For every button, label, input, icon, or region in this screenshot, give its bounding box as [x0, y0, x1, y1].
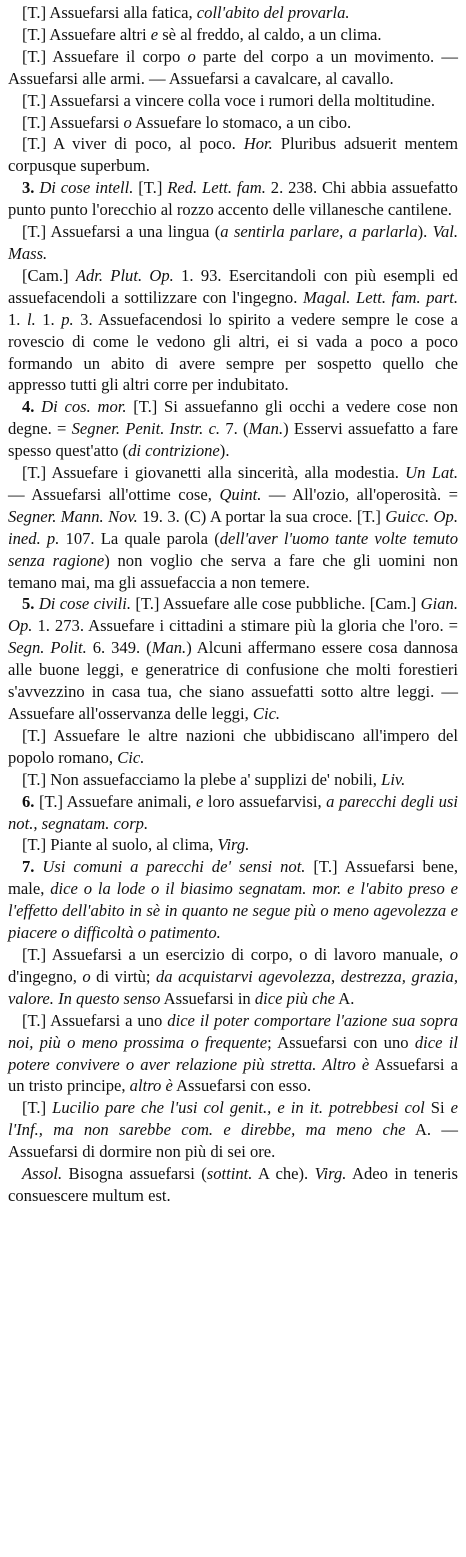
italic-text: Adr. Plut. Op. [75, 265, 174, 285]
entry-text: 1. 93. Esercitandoli con più esempli ed assuefacendoli a sottilizzare con l'ingegno. [8, 265, 458, 307]
entry-text: 19. 3. (C) A portar la sua croce. [T.] [137, 506, 386, 526]
entry-paragraph [8, 265, 458, 396]
entry-text: Bisogna assuefarsi ( [62, 1164, 207, 1184]
entry-text: Assuefarsi a un tristo principe, [8, 1054, 458, 1096]
italic-text: Segner. Mann. Nov. [8, 506, 138, 526]
italic-text: Gian. Op. [8, 594, 458, 636]
entry-text: parte del corpo a un movimento. — Assuefarsi alle armi. — Assuefarsi a cavalcare, al cavallo. [8, 46, 458, 88]
italic-text: Guicc. Op. ined. p. [8, 506, 458, 548]
entry-paragraph [8, 1163, 458, 1207]
italic-text: dice più che [254, 988, 336, 1008]
entry-text: — All'ozio, all'operosità. = [261, 484, 458, 504]
italic-text: Lucilio pare che l'usi col genit., e in it. potrebbesi col [52, 1098, 425, 1118]
entry-text: ) non voglio che serva a fare che gli uomini non temano mai, ma gli assuefaccia a non temere. [8, 550, 458, 592]
entry-text: [T.] Assuefarsi a vincere colla voce i rumori della moltitudine. [22, 90, 436, 110]
entry-paragraph [8, 791, 458, 835]
italic-text: Usi comuni a parecchi de' sensi not. [42, 857, 306, 877]
entry-text: [T.] Assuefarsi a uno [22, 1010, 168, 1030]
entry-paragraph [8, 834, 458, 856]
entry-text: — Assuefarsi all'ottime cose, [8, 484, 220, 504]
entry-text: Assuefare lo stomaco, a un cibo. [131, 112, 352, 132]
entry-paragraph [8, 944, 458, 1010]
section-number: 6. [22, 791, 39, 811]
entry-text: [T.] A viver di poco, al poco. [22, 134, 244, 154]
italic-text: Man. [151, 638, 187, 658]
italic-text: o [123, 112, 132, 132]
entry-text: Si [424, 1098, 451, 1118]
entry-paragraph [8, 221, 458, 265]
entry-paragraph [8, 2, 458, 24]
italic-text: Un Lat. [405, 463, 458, 483]
entry-text: ). [219, 441, 230, 461]
italic-text: altro è [129, 1076, 173, 1096]
entry-text: [T.] Assuefare alle cose pubbliche. [Cam.] [130, 594, 421, 614]
entry-text: Adeo in teneris consuescere multum est. [8, 1164, 458, 1205]
entry-paragraph [8, 593, 458, 724]
italic-text: e [150, 24, 159, 44]
entry-text: [T.] Piante al suolo, al clima, [22, 835, 218, 855]
entry-text: 2. 238. Chi abbia assuefatto punto punto l'orecchio al rozzo accento delle villanesche cantilene. [8, 178, 458, 220]
italic-text: Di cos. mor. [41, 397, 127, 417]
italic-text: Di cose intell. [39, 178, 134, 198]
italic-text: rla. [326, 3, 350, 22]
entry-text: [T.] Si assuefanno gli occhi a vedere cose non degne. = [8, 397, 458, 439]
entry-text: Assuefarsi con esso. [172, 1076, 312, 1096]
italic-text: di contrizione [128, 441, 220, 461]
italic-text: Val. Mass. [8, 222, 459, 263]
entry-text: 1. [8, 309, 27, 329]
italic-text: e l'Inf., ma non sarebbe com. e direbbe, ma meno che [8, 1098, 458, 1140]
entry-paragraph [8, 177, 458, 221]
entry-text: [T.] Assuefarsi bene, male, [8, 857, 458, 899]
italic-text: Liv. [381, 769, 406, 789]
entry-text: [T.] Assuefare altri [22, 24, 151, 44]
italic-text: l. [26, 309, 36, 329]
entry-paragraph [8, 1097, 458, 1163]
entry-paragraph [8, 112, 458, 134]
section-number: 3. [22, 178, 40, 198]
italic-text: Di cose civili. [38, 594, 131, 614]
entry-text: 107. La quale parola ( [59, 528, 220, 548]
italic-text: Quint. [219, 484, 262, 504]
entry-text: A. [335, 988, 355, 1008]
italic-text: o [82, 966, 91, 986]
entry-text: d'ingegno, [8, 966, 83, 986]
italic-text: Virg. [314, 1164, 347, 1184]
section-number: 5. [22, 594, 39, 614]
entry-text: [Cam.] [22, 265, 76, 285]
italic-text: Virg. [217, 835, 250, 855]
entry-paragraph [8, 90, 458, 112]
entry-text: di virtù; [90, 966, 156, 986]
entry-text: loro assuefarvisi, [203, 791, 327, 811]
italic-text: Segn. Polit. [8, 638, 87, 658]
italic-text: Magal. Lett. fam. part. [302, 287, 459, 307]
italic-text: da acquistarvi agevolezza, destrezza, grazia, valore. In questo senso [8, 966, 459, 1008]
entry-text: ) Alcuni affermano essere cosa dannosa alle buone leggi, e generatrice di confusione che molti forestieri s'avvezzino in casa tua, che siano assuefatti sotto altre leggi. — Assuefare all'osservanza delle leggi, [8, 638, 458, 723]
entry-text: A. — Assuefarsi di dormire non più di sei ore. [8, 1120, 458, 1162]
entry-text: Pluribus adsuerit mentem corpusque superbum. [8, 134, 458, 176]
entry-paragraph [8, 1010, 458, 1098]
entry-text: [T.] Assuefare i giovanetti alla sincerità, alla modestia. [22, 463, 406, 483]
entry-paragraph [8, 856, 458, 944]
entry-text: [T.] Assuefare animali, [38, 791, 196, 811]
entry-text: [T.] [133, 178, 168, 198]
italic-text: coll'abito del prova [196, 3, 326, 22]
italic-text: Hor. [243, 134, 273, 154]
entry-text: [T.] Assuefarsi a un esercizio di corpo, o di lavoro manuale, [22, 944, 450, 964]
entry-paragraph [8, 769, 458, 791]
italic-text: Red. Lett. fam. [167, 178, 266, 198]
italic-text: Cic. [252, 704, 281, 723]
italic-text: Segner. Penit. Instr. c. [71, 419, 221, 439]
italic-text: dell'aver l'uomo tante volte temuto senza ragione [8, 528, 459, 570]
entry-text: ) Esservi assuefatto a fare spesso quest'atto ( [8, 419, 458, 461]
entry-text: sè al freddo, al caldo, a un clima. [158, 24, 382, 44]
entry-paragraph [8, 24, 458, 46]
italic-text: sottint. [206, 1164, 253, 1184]
entry-paragraph [8, 396, 458, 462]
entry-paragraph [8, 133, 458, 177]
entry-text: 7. ( [220, 419, 249, 439]
section-number: 7. [22, 857, 43, 877]
entry-text: 3. Assuefacendosi lo spirito a vedere sempre le cose a rovescio di come le vedono gli altri, ei si vada a poco a poco formando un abito di avere sempre per sospetto quello che appresso tutti gli altri corre per indubitato. [8, 309, 459, 395]
italic-text: Cic. [117, 747, 145, 767]
entry-paragraph [8, 725, 458, 769]
italic-text: o [187, 46, 196, 66]
italic-text: dice il poter comportare l'azione sua sopra noi, più o meno prossima o frequente [8, 1010, 458, 1052]
section-number: 4. [22, 397, 42, 417]
entry-text: [T.] Assuefarsi alla fatica, [22, 3, 197, 22]
italic-text: dice o la lode o il biasimo segnatam. mor. e l'abito preso e l'effetto dell'abito in sè in quanto ne segue più o meno agevolezza e piacere o difficoltà o patimento. [8, 879, 458, 943]
entry-text: Assuefarsi in [160, 988, 255, 1008]
entry-text: A che). [252, 1164, 315, 1184]
entry-paragraph [8, 46, 458, 90]
entry-text: 1. [35, 309, 62, 329]
italic-text: a parecchi degli usi not., segnatam. corp. [8, 791, 458, 833]
italic-text: Assol. [22, 1164, 63, 1184]
entry-paragraph [8, 462, 458, 593]
italic-text: a sentirla parlare, a parlarla [220, 222, 418, 242]
italic-text: p. [61, 309, 74, 329]
entry-text: [T.] Assuefarsi a una lingua ( [22, 222, 221, 242]
entry-text: ; Assuefarsi con uno [267, 1032, 415, 1052]
entry-text: [T.] Assuefarsi [22, 112, 124, 132]
entry-text: [T.] [22, 1098, 53, 1118]
entry-text: [T.] Non assuefacciamo la plebe a' supplizi de' nobili, [22, 769, 382, 789]
entry-text: 1. 273. Assuefare i cittadini a stimare più la gloria che l'oro. = [32, 616, 458, 636]
entry-text: [T.] Assuefare il corpo [22, 46, 188, 66]
italic-text: o [449, 944, 458, 964]
entry-text: [T.] Assuefare le altre nazioni che ubbidiscano all'impero del popolo romano, [8, 725, 458, 767]
entry-text: 6. 349. ( [86, 638, 152, 658]
italic-text: dice il potere convivere o aver relazione più stretta. Altro è [8, 1032, 458, 1074]
italic-text: e [195, 791, 204, 811]
italic-text: Man. [248, 419, 284, 439]
entry-text: ). [417, 222, 433, 242]
